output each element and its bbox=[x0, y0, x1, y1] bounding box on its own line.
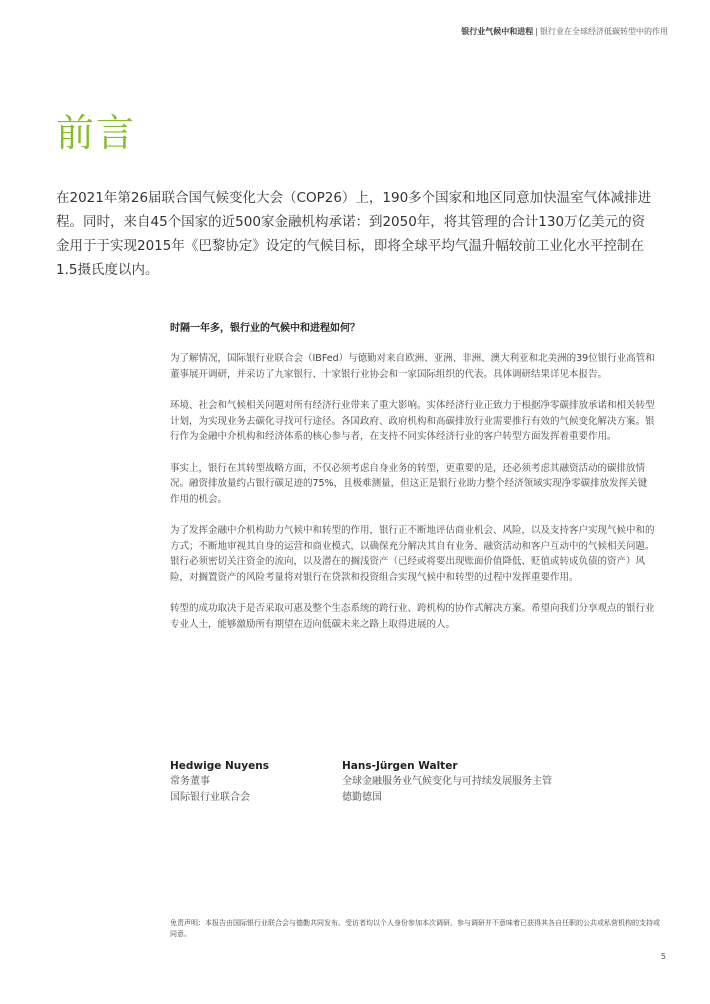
signatory-organization: 国际银行业联合会 bbox=[170, 792, 250, 803]
body-paragraph-3: 事实上，银行在其转型战略方面，不仅必须考虑自身业务的转型，更重要的是，还必须考虑其融资活动的碳排放情况。融资排放量约占银行碳足迹的75%，且极难测量，但这正是银行业助力整个经济领域实现净零碳排放发挥关键作用的机会。 bbox=[170, 462, 648, 505]
section-heading: 时隔一年多，银行业的气候中和进程如何？ bbox=[170, 323, 360, 334]
header-separator: | bbox=[535, 27, 538, 36]
signatory-1 bbox=[170, 758, 269, 806]
signatory-name: Hans-Jürgen Walter bbox=[342, 760, 458, 772]
body-paragraph-4: 为了发挥金融中介机构助力气候中和转型的作用，银行正不断地评估商业机会、风险，以及支持客户实现气候中和的方式；不断地审视其自身的运营和商业模式，以确保充分解决其自有业务、融资活动和客户互动中的气候相关问题。银行必须密切关注资金的流向，以及潜在的搁浅资产（已经或将要出现账面价值降低、贬值或转成负债的资产）风险，对搁置资产的风险考量将对银行在贷款和投资组合实现气候中和转型的过程中发挥重要作用。 bbox=[170, 525, 655, 583]
signatory-name: Hedwige Nuyens bbox=[170, 760, 269, 772]
signature-block bbox=[170, 758, 656, 818]
running-header bbox=[461, 26, 668, 37]
header-subtitle: 银行业在全球经济低碳转型中的作用 bbox=[540, 27, 668, 36]
signatory-2 bbox=[342, 758, 552, 806]
intro-paragraph: 在2021年第26届联合国气候变化大会（COP26）上，190多个国家和地区同意加快温室气体减排进程。同时，来自45个国家的近500家金融机构承诺：到2050年，将其管理的合计130万亿美元的资金用于于实现2015年《巴黎协定》设定的气候目标，即将全球平均气温升幅较前工业化水平控制在1.5摄氏度以内。 bbox=[56, 190, 652, 278]
signatory-role: 常务董事 bbox=[170, 776, 210, 787]
main-body bbox=[170, 322, 656, 648]
body-paragraph-1: 为了解情况，国际银行业联合会（IBFed）与德勤对来自欧洲、亚洲、非洲、澳大利亚和北美洲的39位银行业高管和董事展开调研，并采访了九家银行、十家银行业协会和一家国际组织的代表。具体调研结果详见本报告。 bbox=[170, 353, 655, 380]
disclaimer: 免责声明：本报告由国际银行业联合会与德勤共同发布。受访者均以个人身份参加本次调研。参与调研并不意味着已获得其各自任职的公共或私营机构的支持或同意。 bbox=[170, 919, 660, 938]
body-paragraph-5: 转型的成功取决于是否采取可惠及整个生态系统的跨行业、跨机构的协作式解决方案。希望向我们分享观点的银行业专业人士，能够激励所有期望在迈向低碳未来之路上取得进展的人。 bbox=[170, 603, 655, 630]
signatory-role: 全球金融服务业气候变化与可持续发展服务主管 bbox=[342, 776, 552, 787]
body-paragraph-2: 环境、社会和气候相关问题对所有经济行业带来了重大影响。实体经济行业正致力于根据净零碳排放承诺和相关转型计划，为实现业务去碳化寻找可行途径。各国政府、政府机构和高碳排放行业需要推行有效的气候变化解决方案。银行作为金融中介机构和经济体系的核心参与者，在支持不同实体经济行业的客户转型方面发挥着重要作用。 bbox=[170, 400, 655, 442]
header-report-title: 银行业气候中和进程 bbox=[461, 27, 534, 36]
page-title: 前言 bbox=[56, 111, 137, 155]
signatory-organization: 德勤德国 bbox=[342, 792, 382, 803]
page-number: 5 bbox=[660, 952, 666, 961]
